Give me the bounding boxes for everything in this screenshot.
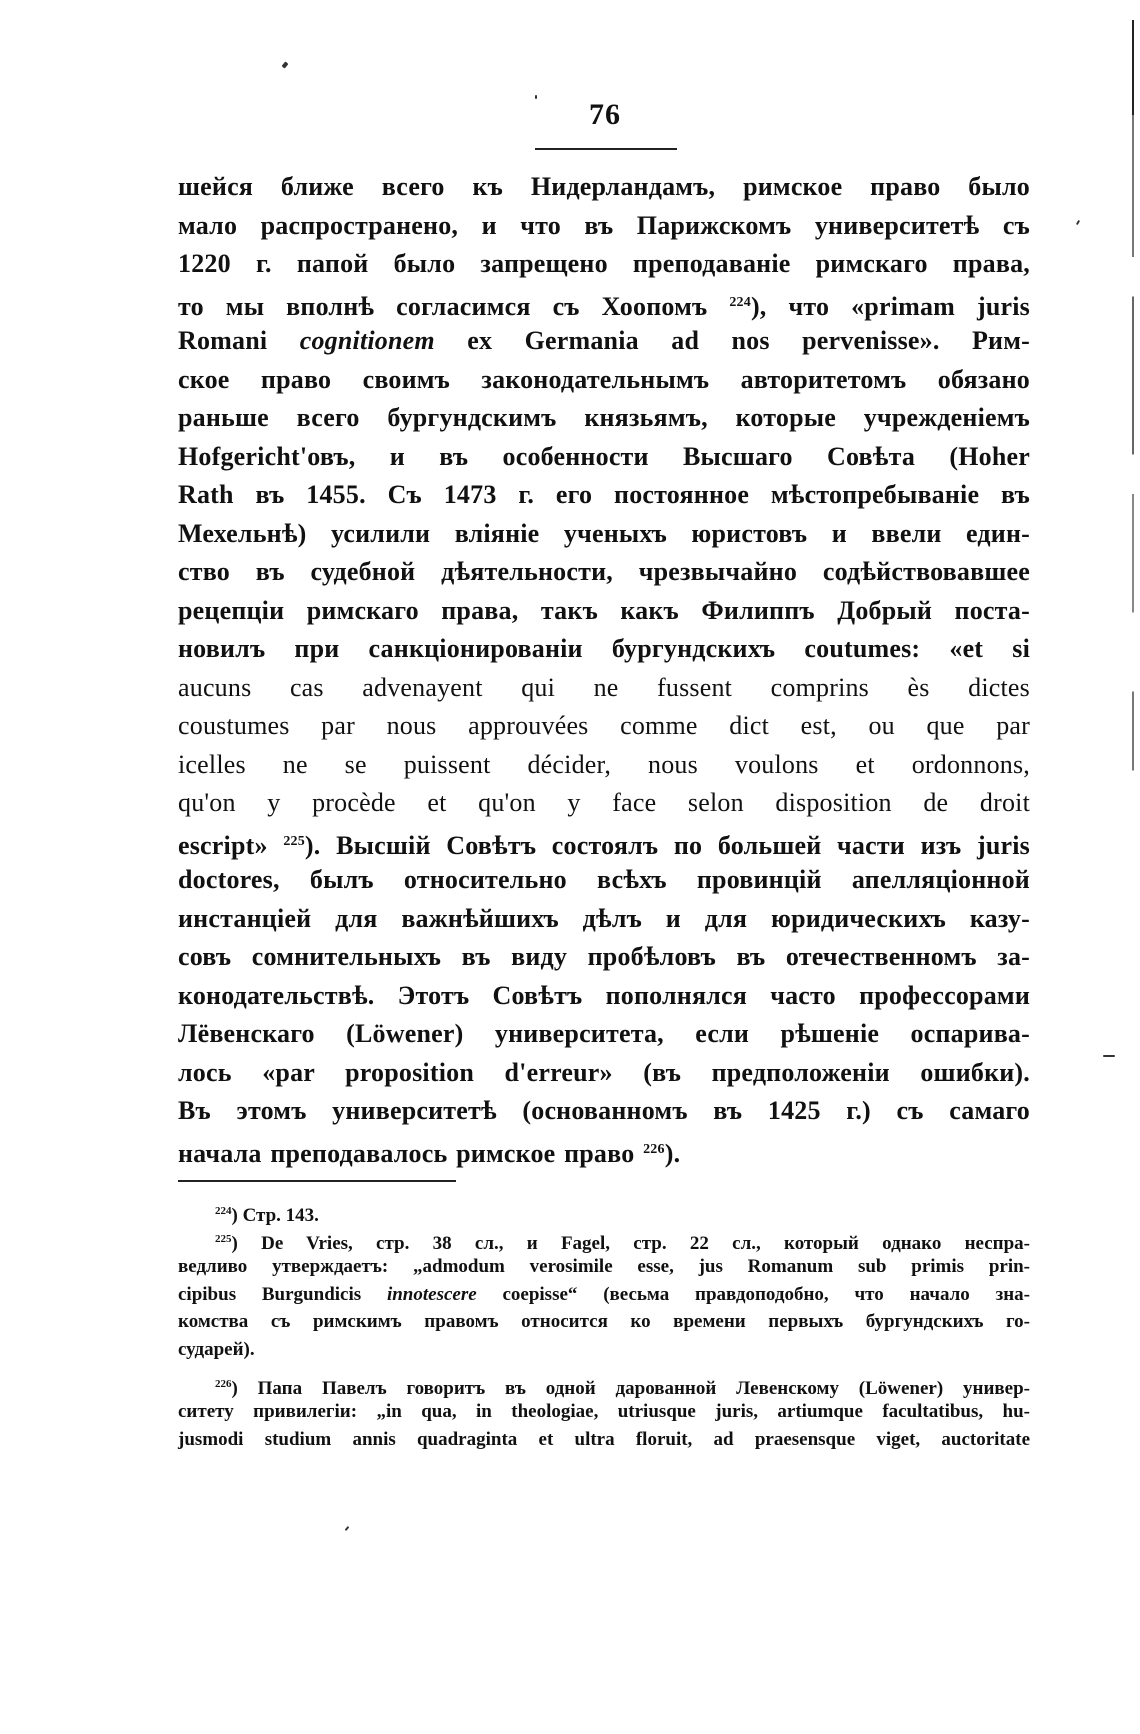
text-run: ). Высшiй Совѣтъ состоялъ по большей части изъ juris bbox=[304, 830, 1030, 860]
scan-speck bbox=[535, 95, 537, 99]
text-run: escript» bbox=[178, 830, 284, 860]
body-line: Hofgericht'овъ, и въ особенности Высшаго Совѣта (Hoher bbox=[178, 441, 1030, 471]
body-line: icelles ne se puissent décider, nous voulons et ordonnons, bbox=[178, 749, 1030, 779]
body-line: Лёвенскаго (Löwener) университета, если рѣшенiе оспарива- bbox=[178, 1019, 1030, 1048]
body-line: совъ сомнительныхъ въ виду пробѣловъ въ отечественномъ за- bbox=[178, 942, 1030, 971]
footnote-line: сударей). bbox=[178, 1338, 255, 1360]
body-line: новилъ при санкцiонированiи бургундскихъ coutumes: «et si bbox=[178, 634, 1030, 663]
body-line: лось «par proposition d'erreur» (въ предположенiи ошибки). bbox=[178, 1057, 1030, 1087]
text-run: ). bbox=[664, 1138, 681, 1168]
body-text bbox=[178, 168, 1030, 1169]
footnote-text: ) Папа Павелъ говоритъ въ одной дарованной Левенскому (Löwener) универ- bbox=[231, 1377, 1030, 1399]
footnote-separator bbox=[178, 1180, 456, 1182]
footnote-line: jusmodi studium annis quadraginta et ultra floruit, ad praesensque viget, auctoritate bbox=[178, 1428, 1030, 1450]
body-line: ское право своимъ законодательнымъ авторитетомъ обязано bbox=[178, 364, 1030, 394]
text-run: ex Germania ad nos pervenisse». Рим- bbox=[434, 326, 1030, 355]
footnote-ref-225[interactable]: 225 bbox=[283, 833, 305, 849]
body-line: раньше всего бургундскимъ князьямъ, которые учрежденiемъ bbox=[178, 403, 1030, 432]
body-line bbox=[178, 322, 1030, 361]
footnote-marker: 226 bbox=[215, 1377, 232, 1390]
page-number-rule bbox=[535, 148, 677, 150]
body-line: doctores, былъ относительно всѣхъ провинцiй апелляцiонной bbox=[178, 865, 1030, 894]
body-line: конодательствѣ. Этотъ Совѣтъ пополнялся часто профессорами bbox=[178, 980, 1030, 1010]
body-line: Въ этомъ университетѣ (основанномъ въ 1425 г.) съ самаго bbox=[178, 1096, 1030, 1125]
footnote-marker: 225 bbox=[215, 1232, 232, 1245]
body-line: мало распространено, и что въ Парижскомъ университетѣ съ bbox=[178, 210, 1030, 240]
footnote-line: комства съ римскимъ правомъ относится ко времени первыхъ бургундскихъ го- bbox=[178, 1311, 1030, 1333]
footnote-line bbox=[178, 1281, 1030, 1309]
body-line: шейся ближе всего къ Нидерландамъ, римское право было bbox=[178, 172, 1030, 201]
footnote-226 bbox=[178, 1371, 1030, 1399]
italic-run: cognitionem bbox=[299, 326, 435, 355]
scan-speck bbox=[345, 1526, 350, 1531]
text-run: cipibus Burgundicis bbox=[178, 1283, 387, 1305]
body-line: рецепцiи римскаго права, такъ какъ Филиппъ Добрый поста- bbox=[178, 595, 1030, 625]
footnote-line: ведливо утверждаетъ: „admodum verosimile esse, jus Romanum sub primis prin- bbox=[178, 1256, 1030, 1278]
body-line: coustumes par nous approuvées comme dict est, ou que par bbox=[178, 711, 1030, 740]
body-line: ство въ судебной дѣятельности, чрезвычайно содѣйствовавшее bbox=[178, 557, 1030, 586]
text-run: начала преподавалось римское право bbox=[178, 1138, 644, 1168]
footnote-ref-226[interactable]: 226 bbox=[643, 1141, 665, 1157]
scan-speck bbox=[1076, 220, 1080, 225]
footnote-marker: 224 bbox=[215, 1205, 232, 1217]
page-number: 76 bbox=[589, 98, 621, 131]
body-line: qu'on y procède et qu'on y face selon disposition de droit bbox=[178, 788, 1030, 817]
scan-speck bbox=[282, 61, 289, 68]
body-line bbox=[178, 823, 1030, 862]
footnotes bbox=[178, 1198, 1030, 1453]
text-run: Romani bbox=[178, 326, 300, 355]
body-line: Мехельнѣ) усилили влiянiе ученыхъ юристовъ и ввели един- bbox=[178, 518, 1030, 548]
body-line bbox=[178, 1131, 1030, 1170]
scan-speck bbox=[1103, 1055, 1115, 1057]
footnote-225 bbox=[178, 1226, 1030, 1254]
footnote-text: ) Стр. 143. bbox=[231, 1205, 319, 1226]
scan-edge-line bbox=[1132, 20, 1134, 810]
italic-run: innotescere bbox=[386, 1283, 477, 1305]
footnote-224 bbox=[178, 1198, 1030, 1226]
body-line: Rath въ 1455. Съ 1473 г. его постоянное мѣстопребыванiе въ bbox=[178, 480, 1030, 509]
text-run: ), что «primam juris bbox=[750, 291, 1031, 321]
body-line: инстанцiей для важнѣйшихъ дѣлъ и для юридическихъ казу- bbox=[178, 903, 1030, 933]
body-line bbox=[178, 284, 1030, 323]
footnote-text: ) De Vries, стр. 38 сл., и Fagel, стр. 22 сл., который однако неспра- bbox=[231, 1232, 1030, 1254]
body-line: aucuns cas advenayent qui ne fussent comprins ès dictes bbox=[178, 672, 1030, 702]
text-run: то мы вполнѣ согласимся съ Хоопомъ bbox=[178, 291, 730, 321]
body-line: 1220 г. папой было запрещено преподаванiе римскаго права, bbox=[178, 249, 1030, 278]
footnote-line: ситету привилегiи: „in qua, in theologiae, utriusque juris, artiumque facultatibus, hu- bbox=[178, 1401, 1030, 1423]
footnote-ref-224[interactable]: 224 bbox=[729, 294, 751, 310]
text-run: coepisse“ (весьма правдоподобно, что начало зна- bbox=[476, 1283, 1031, 1305]
